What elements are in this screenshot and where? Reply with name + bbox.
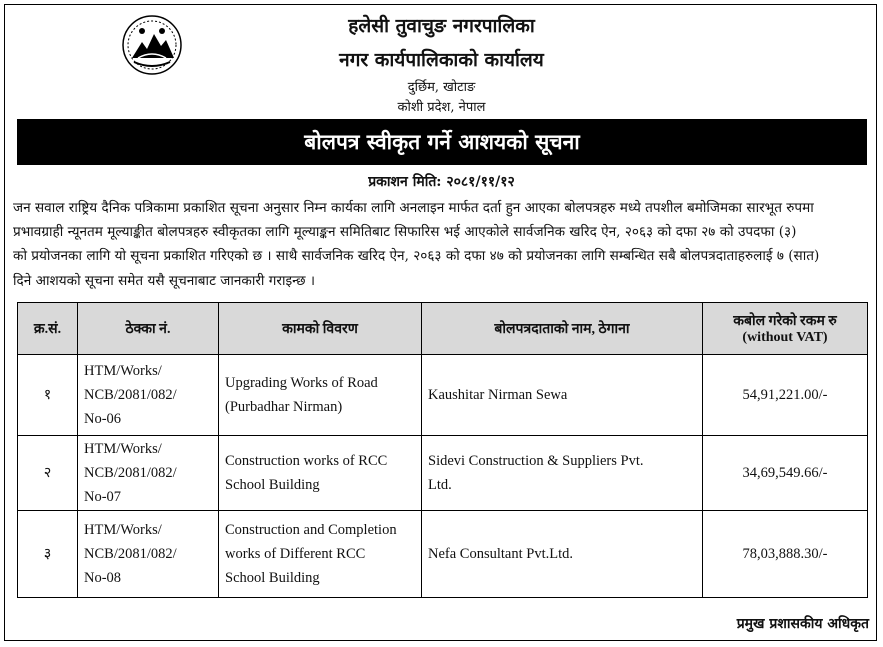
header-sn: क्र.सं.	[18, 303, 78, 355]
row-bidder	[422, 511, 703, 598]
desc-line: works of Different RCC	[225, 546, 366, 562]
contract-line: No-07	[84, 489, 122, 505]
office-name: नगर कार्यपालिकाको कार्यालय	[339, 49, 544, 71]
notice-body-line: को प्रयोजनका लागि यो सूचना प्रकाशित गरिएको छ । साथै सार्वजनिक खरिद ऐन, २०६३ को दफा ४७ को प्रयोजनका लागि सम्बन्धित सबै बोलपत्रदाताहरुलाई ७ (सात)	[13, 248, 820, 265]
row-description	[219, 436, 422, 511]
office-location: दुर्छिम, खोटाङ	[407, 80, 476, 95]
header-contract-no: ठेक्का नं.	[78, 303, 219, 355]
bidder-line: Sidevi Construction & Suppliers Pvt.	[428, 453, 644, 469]
header-amount-line2: (without VAT)	[742, 330, 828, 345]
row-description	[219, 511, 422, 598]
row-amount: 34,69,549.66/-	[703, 436, 868, 511]
contract-line: HTM/Works/	[84, 522, 162, 538]
row-sn: ३	[18, 511, 78, 598]
header-amount	[703, 303, 868, 355]
bid-table	[17, 302, 868, 598]
desc-line: Upgrading Works of Road	[225, 375, 378, 391]
row-contract-no	[78, 436, 219, 511]
desc-line: School Building	[225, 477, 320, 493]
row-amount: 54,91,221.00/-	[703, 355, 868, 436]
notice-body-line: दिने आशयको सूचना समेत यसै सूचनाबाट जानकारी गराइन्छ ।	[13, 272, 316, 289]
row-contract-no	[78, 511, 219, 598]
row-bidder	[422, 355, 703, 436]
desc-line: (Purbadhar Nirman)	[225, 399, 343, 415]
contract-line: HTM/Works/	[84, 441, 162, 457]
row-contract-no	[78, 355, 219, 436]
contract-line: HTM/Works/	[84, 363, 162, 379]
table-row	[18, 436, 868, 511]
bidder-line: Kaushitar Nirman Sewa	[428, 387, 568, 403]
desc-line: Construction works of RCC	[225, 453, 388, 469]
row-description	[219, 355, 422, 436]
notice-body-line: प्रभावग्राही न्यूनतम मूल्याङ्कीत बोलपत्रहरु स्वीकृतका लागि मूल्याङ्कन समितिबाट सिफारिस भई आएकोले सार्वजनिक खरिद ऐन, २०६३ को दफा २७ को उपदफा (३)	[13, 224, 797, 241]
header-bidder: बोलपत्रदाताको नाम, ठेगाना	[422, 303, 703, 355]
notice-title: बोलपत्र स्वीकृत गर्ने आशयको सूचना	[17, 119, 867, 165]
contract-line: NCB/2081/082/	[84, 546, 177, 562]
publication-date: प्रकाशन मिति: २०८१/११/१२	[368, 174, 515, 190]
bidder-line: Nefa Consultant Pvt.Ltd.	[428, 546, 573, 562]
office-province: कोशी प्रदेश, नेपाल	[397, 100, 486, 115]
row-bidder	[422, 436, 703, 511]
municipality-name: हलेसी तुवाचुङ नगरपालिका	[348, 15, 535, 37]
contract-line: No-08	[84, 570, 122, 586]
header-amount-line1: कबोल गरेको रकम रु	[733, 314, 837, 329]
header-description: कामको विवरण	[219, 303, 422, 355]
desc-line: School Building	[225, 570, 320, 586]
table-row	[18, 511, 868, 598]
row-sn: १	[18, 355, 78, 436]
notice-body	[13, 196, 873, 293]
contract-line: No-06	[84, 411, 122, 427]
bidder-line: Ltd.	[428, 477, 452, 493]
table-row	[18, 355, 868, 436]
table-header-row	[18, 303, 868, 355]
contract-line: NCB/2081/082/	[84, 387, 177, 403]
notice-body-line: जन सवाल राष्ट्रिय दैनिक पत्रिकामा प्रकाशित सूचना अनुसार निम्न कार्यका लागि अनलाइन मार्फत दर्ता हुन आएका बोलपत्रहरु मध्ये तपशील बमोजिमका सारभूत रुपमा	[13, 200, 814, 216]
row-amount: 78,03,888.30/-	[703, 511, 868, 598]
contract-line: NCB/2081/082/	[84, 465, 177, 481]
signatory-title: प्रमुख प्रशासकीय अधिकृत	[736, 616, 869, 632]
desc-line: Construction and Completion	[225, 522, 397, 538]
row-sn: २	[18, 436, 78, 511]
